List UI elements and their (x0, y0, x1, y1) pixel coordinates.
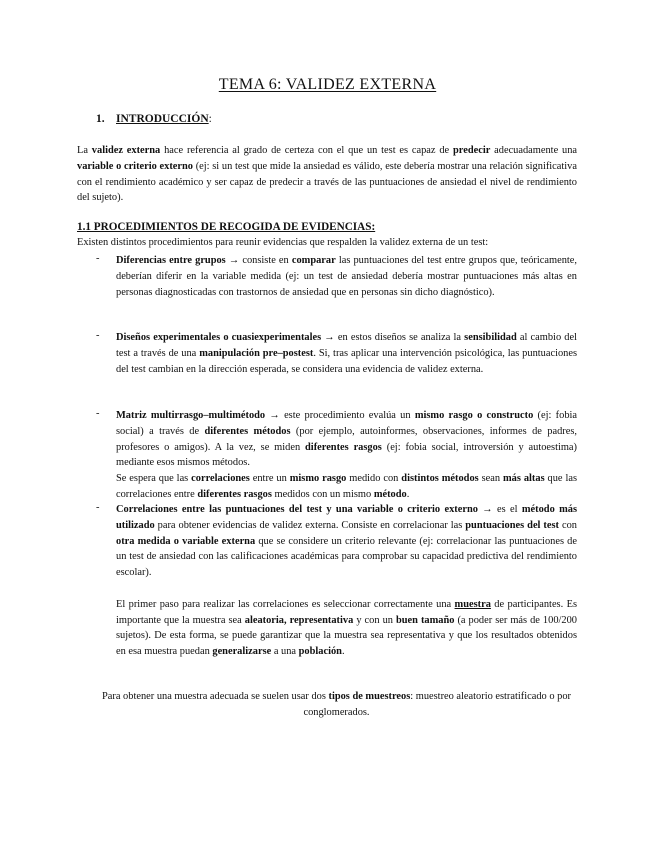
bullet-marker: - (96, 330, 100, 341)
text: para obtener evidencias de validez externa. Consiste en correlacionar las (154, 519, 466, 531)
bullet-marker: - (96, 408, 100, 419)
text: de participantes. Es importante que la muestra sea (116, 598, 577, 626)
text: . (406, 488, 410, 500)
text: sean (478, 473, 504, 485)
section-heading-introduccion (96, 113, 212, 125)
text: : muestreo aleatorio estratificado o por conglomerados. (303, 691, 571, 718)
text: en estos diseños se analiza la (334, 332, 465, 343)
text: . Si, tras aplicar una intervención psicológica, las puntuaciones del test cambian en la dirección esperada, se considera una evidencia de validez externa. (116, 347, 577, 375)
bold-text: método (373, 488, 407, 500)
text: . (341, 646, 345, 658)
bold-text: otra medida o variable externa (116, 535, 256, 547)
text: → este procedimiento evalúa un (265, 410, 415, 421)
text: a una (271, 646, 299, 658)
bold-text: sensibilidad (464, 332, 517, 343)
list-item-matriz (116, 408, 577, 503)
text: → consiste en (225, 255, 292, 266)
bullet-marker: - (96, 502, 100, 513)
text: Para obtener una muestra adecuada se suelen usar dos (102, 691, 329, 702)
text: → es el (477, 504, 522, 515)
text: Se espera que las (116, 473, 192, 485)
bold-text: manipulación pre–postest (199, 347, 314, 359)
bold-text: Matriz multirrasgo–multimétodo (116, 410, 266, 421)
bold-text: predecir (453, 145, 491, 156)
text: (ej: si un test que mide la ansiedad es válido, este debería mostrar una relación significativa con el rendimiento académico y ser capaz de predecir a través de las puntuaciones de ansiedad el nivel de rendimiento del sujeto). (77, 160, 577, 204)
bold-text: correlaciones (191, 473, 250, 485)
text: las puntuaciones del test entre grupos que, teóricamente, deberían diferir en la variable medida (ej: un test de ansiedad debería mostrar puntuaciones más altas en personas diagnosticadas con trastornos de ansiedad que en personas sin dicho diagnóstico). (116, 255, 577, 298)
text: que las correlaciones entre (116, 473, 578, 500)
bold-text: variable o criterio externo (77, 160, 194, 172)
bold-text: más altas (503, 473, 545, 485)
text: y con un (353, 614, 396, 626)
bold-text: comparar (291, 255, 336, 266)
page-title: TEMA 6: VALIDEZ EXTERNA (218, 76, 437, 93)
bold-text: buen tamaño (395, 614, 455, 626)
bold-text: diferentes métodos (204, 425, 291, 437)
text: que se considere un criterio relevante (ej: correlacionar las puntuaciones de un test de ansiedad con las calificaciones académicas para comprobar su capacidad predictiva del rendimiento escolar). (116, 535, 577, 579)
bold-text: mismo rasgo (289, 473, 347, 485)
bold-text: generalizarse (212, 646, 272, 658)
bold-text: Diseños experimentales o cuasiexperimentales → (116, 332, 335, 343)
list-item-correlaciones (116, 502, 577, 660)
bold-text: Correlaciones entre las puntuaciones del test y una variable o criterio externo (116, 504, 478, 515)
text: (a poder ser más de 100/200 sujetos). De esta forma, se puede garantizar que la muestra sea representativa y que los resultados obtenidos en esa muestra puedan (116, 614, 577, 658)
bold-text: diferentes rasgos (305, 441, 382, 453)
bold-text: diferentes rasgos (197, 488, 272, 500)
text: (ej: fobia social) a través de (116, 410, 578, 437)
bold-text: Diferencias entre grupos (116, 255, 226, 266)
intro-paragraph (77, 143, 577, 206)
bold-text: población (298, 646, 342, 658)
text: El primer paso para realizar las correlaciones es seleccionar correctamente una (116, 598, 455, 610)
subsection-heading: 1.1 PROCEDIMIENTOS DE RECOGIDA DE EVIDENCIAS: (77, 221, 376, 233)
text: La (77, 145, 92, 156)
subsection-lead: Existen distintos procedimientos para reunir evidencias que respalden la validez externa de un test: (77, 237, 489, 248)
section-label: INTRODUCCIÓN (116, 113, 209, 125)
text: (ej: fobia social, introversión y autoestima) mediante esos mismos métodos. (116, 441, 577, 469)
text: hace referencia al grado de certeza con el que un test es capaz de (160, 145, 453, 156)
text: con (559, 519, 577, 531)
section-number: 1. (96, 113, 105, 125)
bold-text: tipos de muestreos (328, 691, 411, 702)
list-item-disenos (116, 330, 577, 377)
bold-text: aleatoria, representativa (244, 614, 354, 626)
bullet-marker: - (96, 253, 100, 264)
section-colon: : (208, 113, 212, 125)
closing-paragraph (96, 689, 577, 721)
text: adecuadamente una (490, 145, 578, 156)
bold-text: puntuaciones del test (465, 519, 559, 531)
bold-text: mismo rasgo o constructo (414, 410, 534, 421)
bold-underlined-text: muestra (454, 598, 491, 610)
text: al cambio del test a través de una (116, 332, 577, 359)
text: medidos con un mismo (271, 488, 374, 500)
text: medido con (346, 473, 402, 485)
text: (por ejemplo, autoinformes, observaciones, informes de padres, profesores o amigos). A la vez, se miden (116, 425, 577, 453)
text: entre un (249, 473, 290, 485)
list-item-diferencias (116, 253, 577, 300)
bold-text: método más utilizado (116, 504, 578, 531)
bold-text: validez externa (91, 145, 161, 156)
bold-text: distintos métodos (401, 473, 479, 485)
